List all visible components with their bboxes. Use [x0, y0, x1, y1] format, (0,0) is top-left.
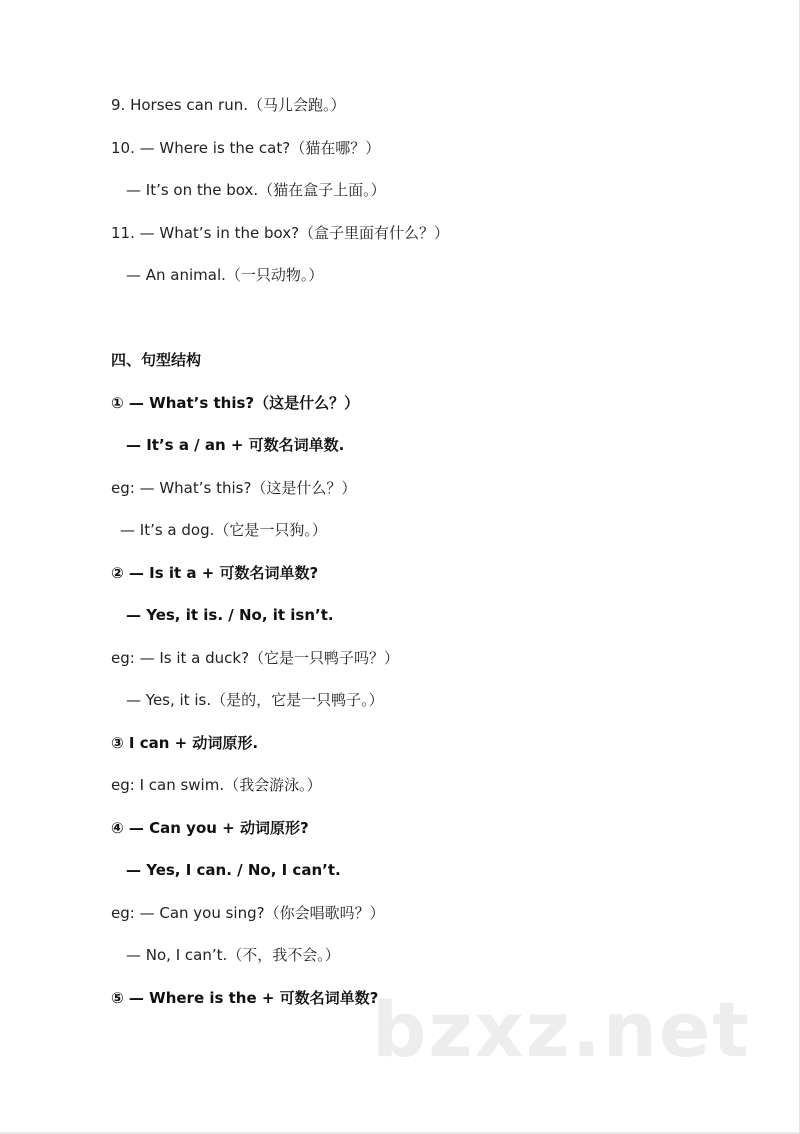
pattern-2-example-answer: — Yes, it is.（是的，它是一只鸭子。）	[126, 691, 384, 709]
watermark: bzxz.net	[372, 985, 751, 1074]
section-heading: 四、句型结构	[111, 351, 202, 369]
pattern-1-question: ① — What’s this?（这是什么？）	[111, 394, 360, 412]
pattern-4-answer: — Yes, I can. / No, I can’t.	[126, 861, 341, 879]
sentence-11-answer: — An animal.（一只动物。）	[126, 266, 324, 284]
pattern-3-example: eg: I can swim.（我会游泳。）	[111, 776, 322, 794]
pattern-1-example-answer: — It’s a dog.（它是一只狗。）	[120, 521, 327, 539]
pattern-2-answer: — Yes, it is. / No, it isn’t.	[126, 606, 334, 624]
pattern-5-question: ⑤ — Where is the + 可数名词单数?	[111, 989, 379, 1007]
pattern-1-answer: — It’s a / an + 可数名词单数.	[126, 436, 345, 454]
sentence-11-question: 11. — What’s in the box?（盒子里面有什么？）	[111, 224, 450, 242]
sentence-10-question: 10. — Where is the cat?（猫在哪？）	[111, 139, 381, 157]
sentence-10-answer: — It’s on the box.（猫在盒子上面。）	[126, 181, 386, 199]
sentence-9: 9. Horses can run.（马儿会跑。）	[111, 96, 346, 114]
pattern-4-example-answer: — No, I can’t.（不，我不会。）	[126, 946, 340, 964]
pattern-4-example-question: eg: — Can you sing?（你会唱歌吗？）	[111, 904, 385, 922]
pattern-1-example-question: eg: — What’s this?（这是什么？）	[111, 479, 357, 497]
pattern-4-question: ④ — Can you + 动词原形?	[111, 819, 309, 837]
pattern-2-question: ② — Is it a + 可数名词单数?	[111, 564, 319, 582]
pattern-2-example-question: eg: — Is it a duck?（它是一只鸭子吗？）	[111, 649, 400, 667]
pattern-3: ③ I can + 动词原形.	[111, 734, 259, 752]
